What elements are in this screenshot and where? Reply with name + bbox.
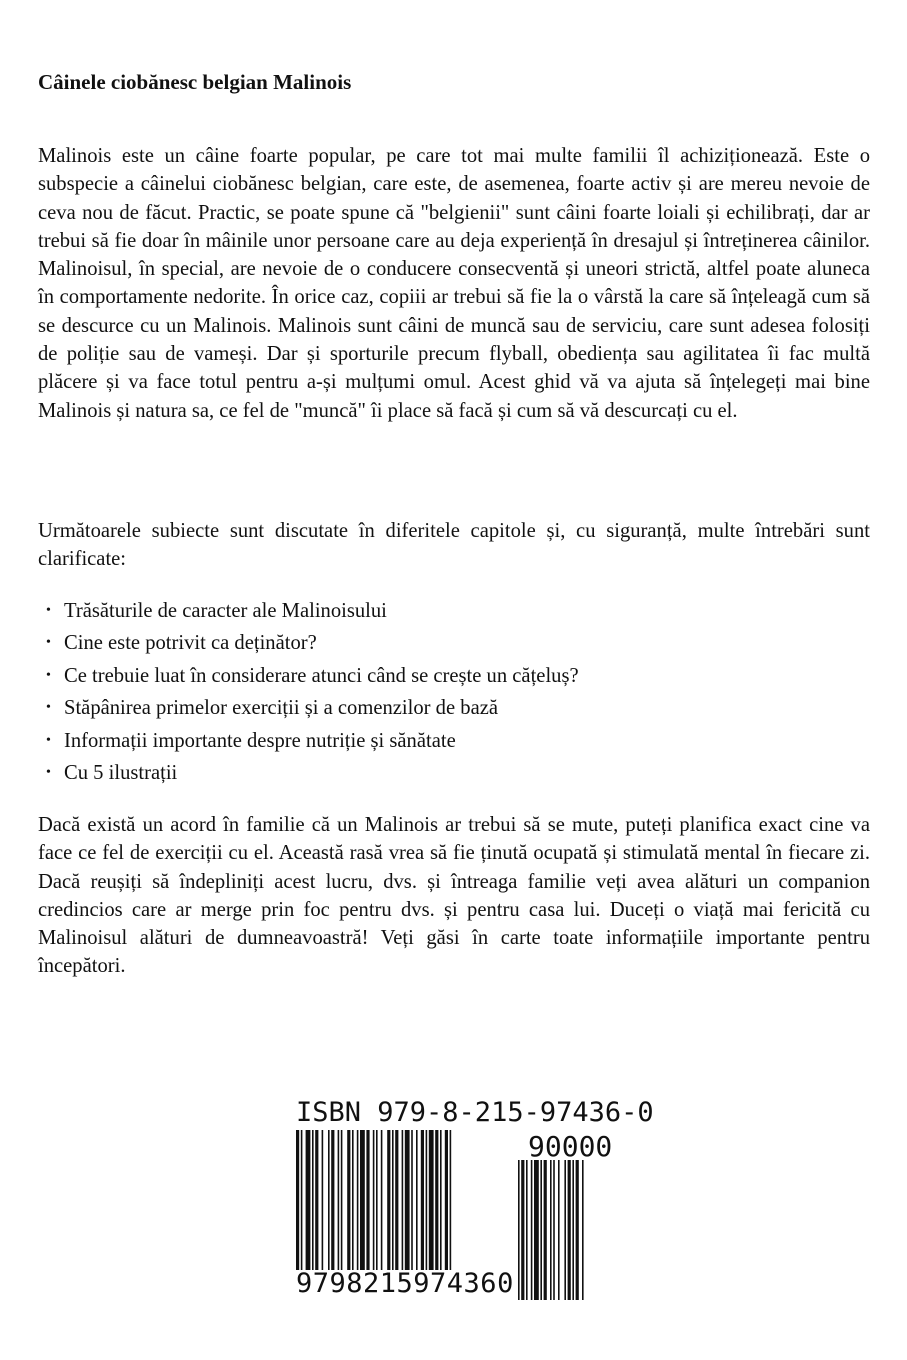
barcode-bar: [301, 1130, 303, 1270]
barcode-bar: [328, 1130, 330, 1270]
barcode-bar: [296, 1130, 299, 1270]
barcode-bar: [402, 1130, 404, 1270]
list-item: • Stăpânirea primelor exerciții și a comenzilor de bază: [44, 692, 844, 724]
barcode-bar: [405, 1130, 410, 1270]
list-item: • Ce trebuie luat în considerare atunci când se crește un cățeluș?: [44, 660, 844, 692]
barcode-bar: [429, 1130, 434, 1270]
addon-bar: [558, 1160, 560, 1300]
addon-bar: [544, 1160, 547, 1300]
barcode-bar: [416, 1130, 418, 1270]
list-item: • Informații importante despre nutriție și sănătate: [44, 725, 844, 757]
addon-bar: [564, 1160, 566, 1300]
list-item: • Cu 5 ilustrații: [44, 757, 844, 789]
barcode-bar: [352, 1130, 354, 1270]
addon-bar: [550, 1160, 552, 1300]
topics-intro-paragraph: Următoarele subiecte sunt discutate în diferitele capitole și, cu siguranță, multe întrebări sunt clarificate:: [38, 520, 870, 571]
barcode-bar: [392, 1130, 394, 1270]
barcode-bar: [445, 1130, 448, 1270]
addon-bar: [576, 1160, 579, 1300]
barcode-bar: [341, 1130, 343, 1270]
addon-bar: [572, 1160, 574, 1300]
barcode-bar: [381, 1130, 383, 1270]
addon-bar: [540, 1160, 542, 1300]
closing-paragraph: Dacă există un acord în familie că un Malinois ar trebui să se mute, puteți planifica exact cine va face ce fel de exerciții cu el. Această rasă vrea să fie ținută ocupată și stimulată mental în fiecare zi. Dacă reușiți să îndepliniți acest lucru, dvs. și întreaga familie veți avea alături un companion credincios care ar merge prin foc pentru dvs. și pentru casa lui. Duceți o viață mai fericită cu Malinoisul alături de dumneavoastră! Veți găsi în carte toate informațiile importante pentru începători.: [38, 814, 870, 978]
barcode-bar: [338, 1130, 340, 1270]
barcode-bar: [435, 1130, 438, 1270]
ean-digits: 9798215974360: [296, 1268, 514, 1299]
addon-bar: [531, 1160, 533, 1300]
barcode-bar: [366, 1130, 369, 1270]
barcode-bar: [440, 1130, 442, 1270]
barcode-bar: [376, 1130, 378, 1270]
barcode-bar: [331, 1130, 334, 1270]
barcode-bar: [421, 1130, 424, 1270]
addon-bar: [521, 1160, 524, 1300]
barcode-bar: [450, 1130, 452, 1270]
barcode-bar: [315, 1130, 318, 1270]
barcode-bar: [360, 1130, 365, 1270]
barcode-bar: [347, 1130, 350, 1270]
topics-list: [44, 595, 844, 789]
addon-bar: [518, 1160, 520, 1300]
barcode-bar: [306, 1130, 311, 1270]
book-title: Câinele ciobănesc belgian Malinois: [38, 70, 352, 94]
barcode-bar: [312, 1130, 314, 1270]
intro-paragraph: Malinois este un câine foarte popular, pe care tot mai multe familii îl achiziționează. Este o subspecie a câinelui ciobănesc belgian, care este, de asemenea, foarte activ și are mereu nevoie de ceva nou de făcut. Practic, se poate spune că "belgienii" sunt câini foarte loiali și echilibrați, dar ar trebui să fie doar în mâinile unor persoane care au deja experiență în dresajul și întreținerea câinilor. Malinoisul, în special, are nevoie de o conducere consecventă și uneori strictă, altfel poate aluneca în comportamente nedorite. În orice caz, copiii ar trebui să fie la o vârstă la care să înțeleagă cum să se descurce cu un Malinois. Malinois sunt câini de muncă sau de serviciu, care sunt adesea folosiți de poliție sau de vameși. Dar și sporturile precum flyball, obediența sau agilitatea îi fac multă plăcere și va face totul pentru a-și mulțumi omul. Acest ghid vă va ajuta să înțelegeți mai bine Malinois și natura sa, ce fel de "muncă" îi place să facă și cum să vă descurcați cu el.: [38, 145, 870, 422]
barcode-bar: [373, 1130, 375, 1270]
barcode-bar: [411, 1130, 413, 1270]
addon-bar: [582, 1160, 584, 1300]
barcode-bar: [426, 1130, 428, 1270]
barcode-bar: [387, 1130, 390, 1270]
addon-bar: [553, 1160, 555, 1300]
barcode-bar: [322, 1130, 324, 1270]
isbn-label: ISBN 979-8-215-97436-0: [296, 1097, 654, 1128]
addon-bar: [568, 1160, 571, 1300]
list-item: • Cine este potrivit ca deținător?: [44, 627, 844, 659]
addon-bar: [526, 1160, 528, 1300]
addon-bar: [534, 1160, 539, 1300]
list-item: • Trăsăturile de caracter ale Malinoisului: [44, 595, 844, 627]
barcode-bar: [395, 1130, 398, 1270]
barcode-bar: [357, 1130, 359, 1270]
